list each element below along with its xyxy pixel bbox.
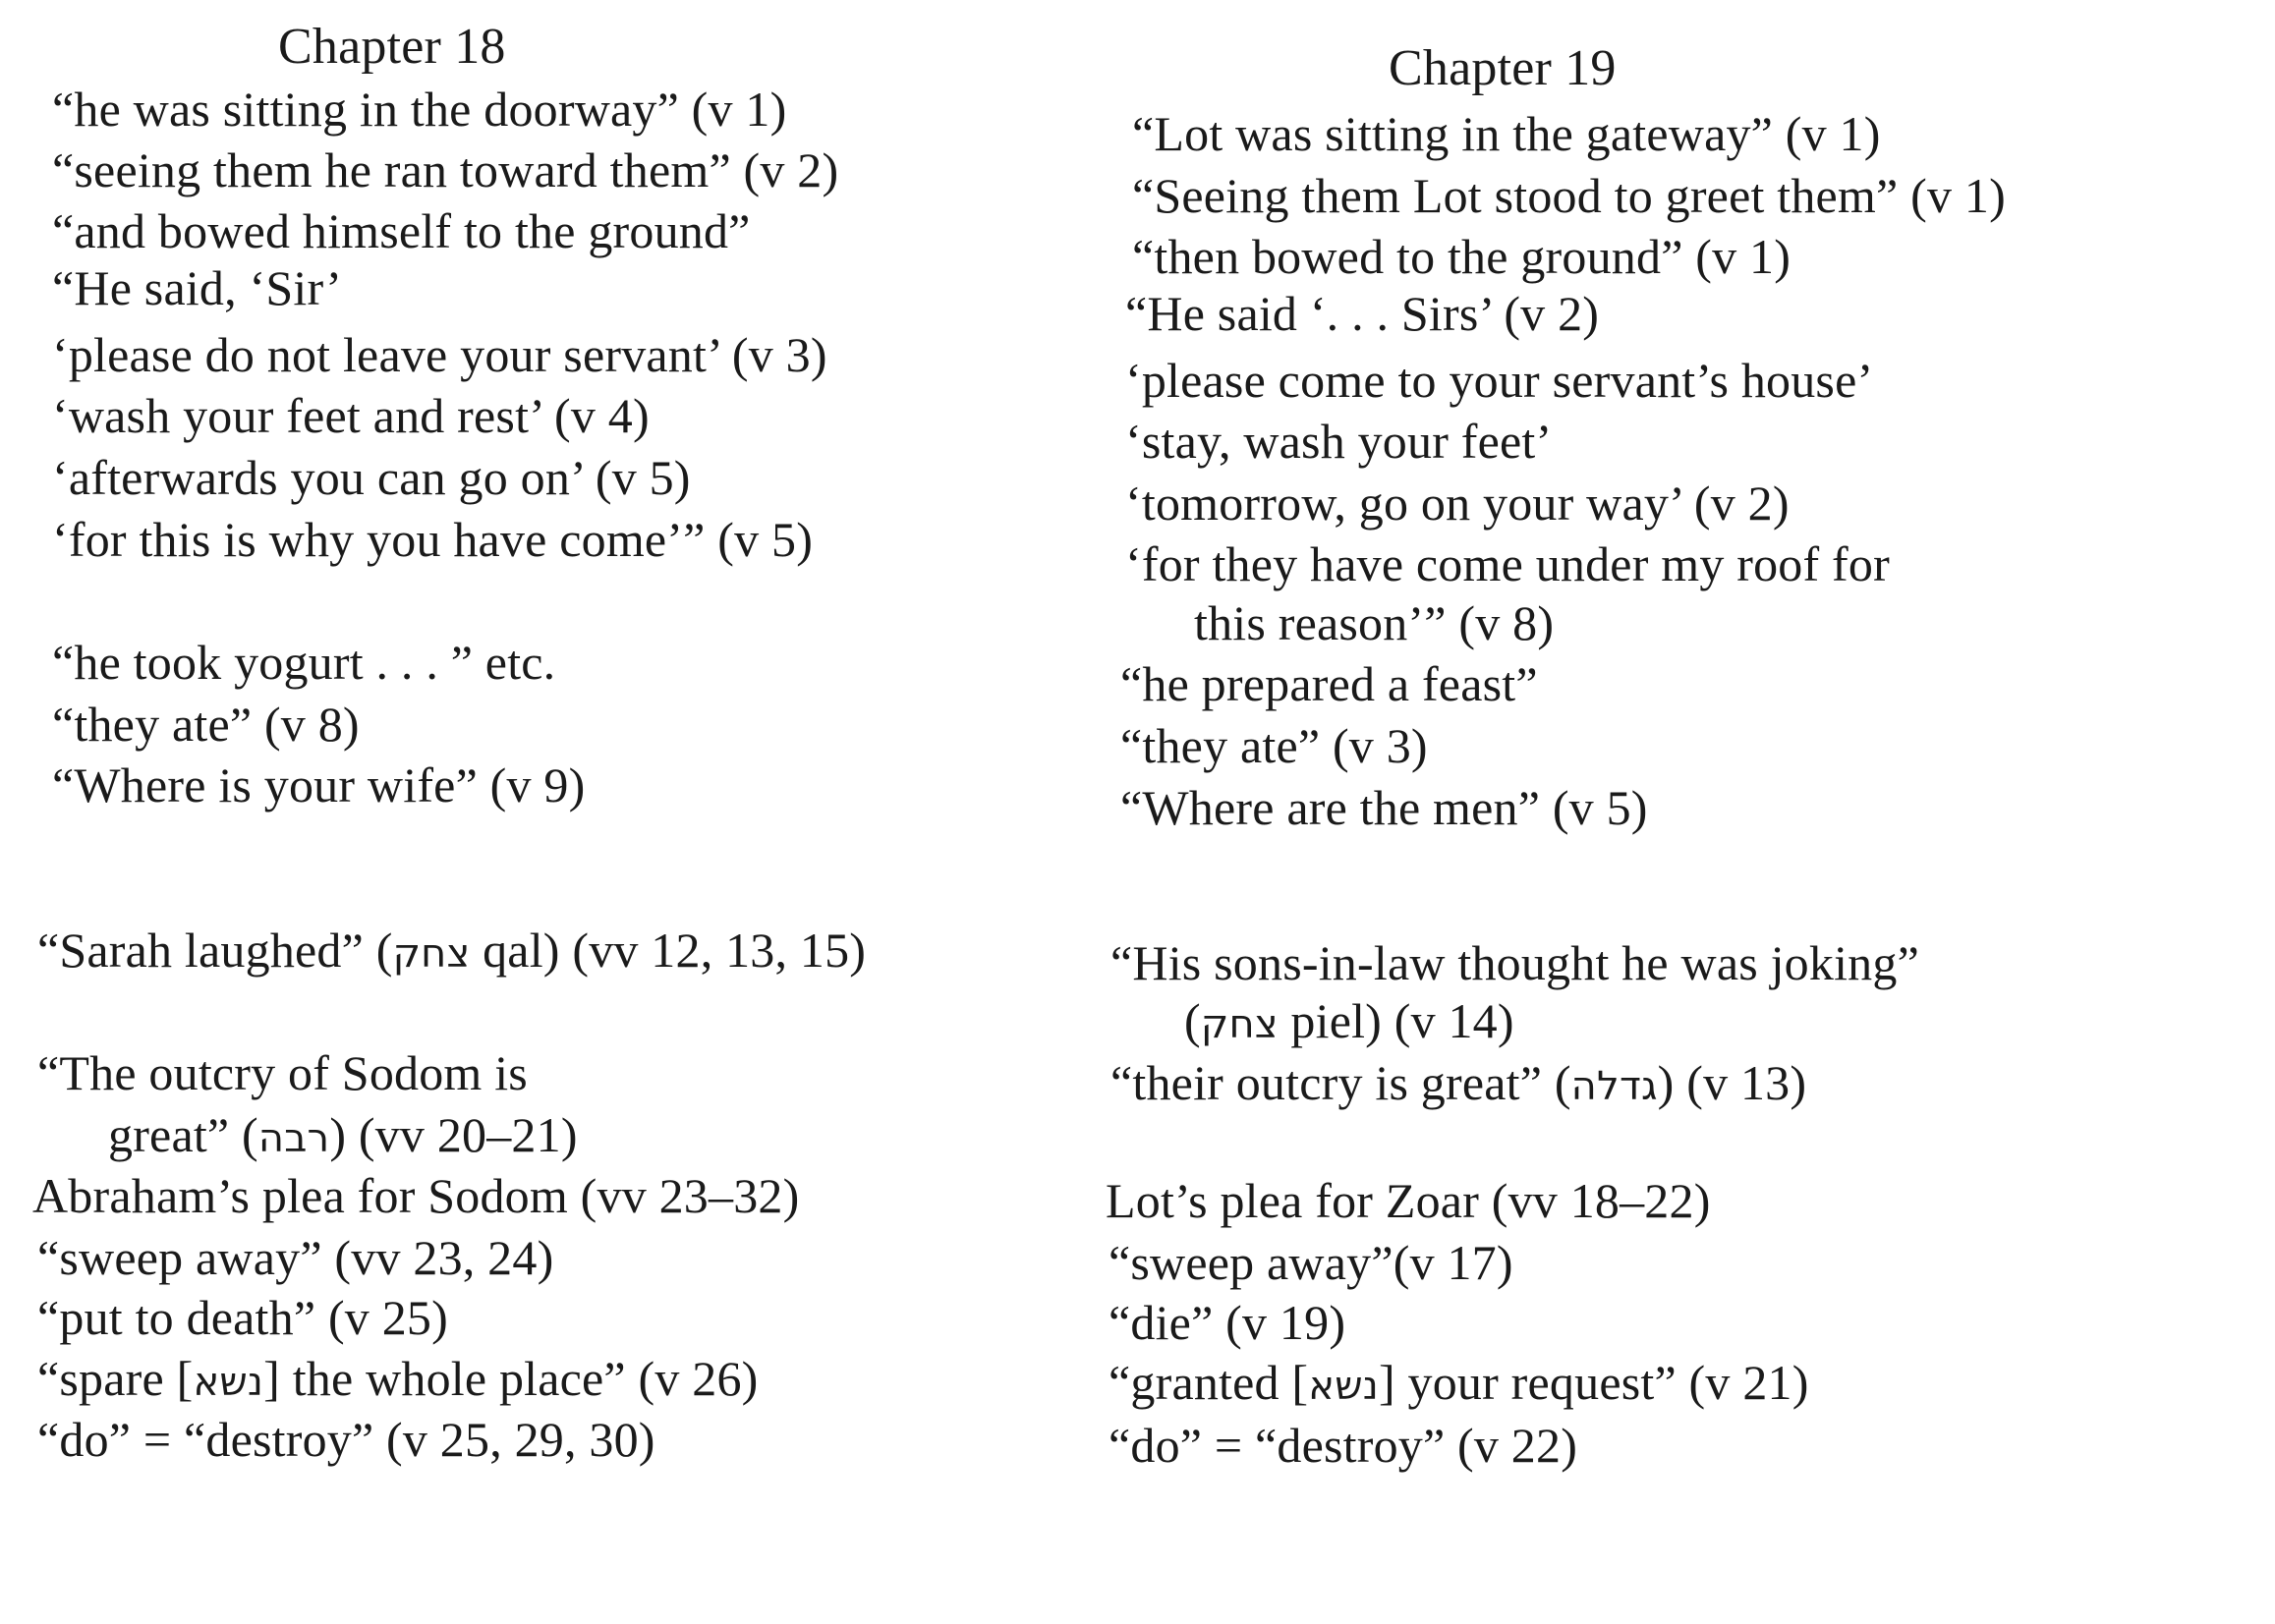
left-outcry-post: ) (vv 20–21) — [329, 1107, 578, 1162]
right-line-2: “Seeing them Lot stood to greet them” (v 1) — [1132, 168, 2006, 223]
left-outcry-line-1: “The outcry of Sodom is — [37, 1045, 528, 1100]
right-joke-hebrew: צחק — [1200, 1002, 1279, 1047]
right-outcry-hebrew: גדלה — [1570, 1064, 1658, 1109]
left-line-6: ‘wash your feet and rest’ (v 4) — [52, 388, 650, 443]
left-line-3: “and bowed himself to the ground” — [52, 203, 751, 258]
left-line-11: “Where is your wife” (v 9) — [52, 757, 586, 812]
right-plea: Lot’s plea for Zoar (vv 18–22) — [1106, 1173, 1711, 1228]
left-outcry-hebrew: רבה — [257, 1116, 330, 1161]
right-joke-line-1: “His sons-in-law thought he was joking” — [1110, 935, 1919, 990]
right-line-5: ‘please come to your servant’s house’ — [1125, 353, 1874, 408]
right-line-4: “He said ‘. . . Sirs’ (v 2) — [1125, 286, 1600, 341]
left-line-2: “seeing them he ran toward them” (v 2) — [52, 142, 839, 197]
left-outcry-line-2 — [108, 1107, 578, 1162]
left-spare-post: ] the whole place” (v 26) — [263, 1351, 759, 1406]
right-line-12: “Where are the men” (v 5) — [1120, 780, 1648, 835]
left-line-4: “He said, ‘Sir’ — [52, 260, 343, 315]
right-line-11: “they ate” (v 3) — [1120, 718, 1428, 773]
left-line-5: ‘please do not leave your servant’ (v 3) — [52, 327, 827, 382]
left-spare-pre: “spare [ — [37, 1351, 194, 1406]
right-sweep: “sweep away”(v 17) — [1109, 1235, 1513, 1290]
right-line-6: ‘stay, wash your feet’ — [1125, 414, 1553, 469]
left-laugh-line — [37, 923, 867, 978]
right-line-10: “he prepared a feast” — [1120, 656, 1538, 711]
left-outcry-pre: great” ( — [108, 1107, 258, 1162]
left-laugh-pre: “Sarah laughed” ( — [37, 923, 393, 978]
left-sweep: “sweep away” (vv 23, 24) — [37, 1230, 554, 1285]
left-laugh-hebrew: צחק — [392, 931, 471, 977]
left-line-9: “he took yogurt . . . ” etc. — [52, 635, 556, 690]
left-line-1: “he was sitting in the doorway” (v 1) — [52, 82, 787, 137]
left-spare-line — [37, 1351, 759, 1406]
right-line-8: ‘for they have come under my roof for — [1125, 536, 1890, 591]
left-death: “put to death” (v 25) — [37, 1290, 448, 1345]
left-line-10: “they ate” (v 8) — [52, 697, 360, 752]
right-line-9: this reason’” (v 8) — [1194, 595, 1555, 650]
left-line-7: ‘afterwards you can go on’ (v 5) — [52, 450, 691, 505]
right-line-1: “Lot was sitting in the gateway” (v 1) — [1132, 106, 1881, 161]
right-do-line: “do” = “destroy” (v 22) — [1109, 1418, 1578, 1473]
right-heading: Chapter 19 — [1389, 40, 1617, 96]
left-laugh-post: qal) (vv 12, 13, 15) — [470, 923, 867, 978]
right-joke-line-2 — [1184, 993, 1514, 1048]
right-granted-hebrew: נשא — [1308, 1364, 1379, 1409]
right-joke-post: piel) (v 14) — [1278, 993, 1514, 1048]
right-line-3: “then bowed to the ground” (v 1) — [1132, 229, 1792, 284]
right-granted-post: ] your request” (v 21) — [1378, 1355, 1809, 1410]
right-line-7: ‘tomorrow, go on your way’ (v 2) — [1125, 476, 1790, 531]
right-outcry-post: ) (v 13) — [1657, 1055, 1807, 1110]
left-spare-hebrew: נשא — [193, 1360, 264, 1405]
right-joke-pre: ( — [1184, 993, 1201, 1048]
left-do-line: “do” = “destroy” (v 25, 29, 30) — [37, 1412, 655, 1467]
right-granted-line — [1109, 1355, 1809, 1410]
left-plea: Abraham’s plea for Sodom (vv 23–32) — [32, 1168, 800, 1223]
right-outcry-line — [1110, 1055, 1807, 1110]
left-line-8: ‘for this is why you have come’” (v 5) — [52, 512, 814, 567]
right-die: “die” (v 19) — [1109, 1295, 1346, 1350]
right-outcry-pre: “their outcry is great” ( — [1110, 1055, 1571, 1110]
right-granted-pre: “granted [ — [1109, 1355, 1309, 1410]
left-heading: Chapter 18 — [278, 19, 506, 75]
